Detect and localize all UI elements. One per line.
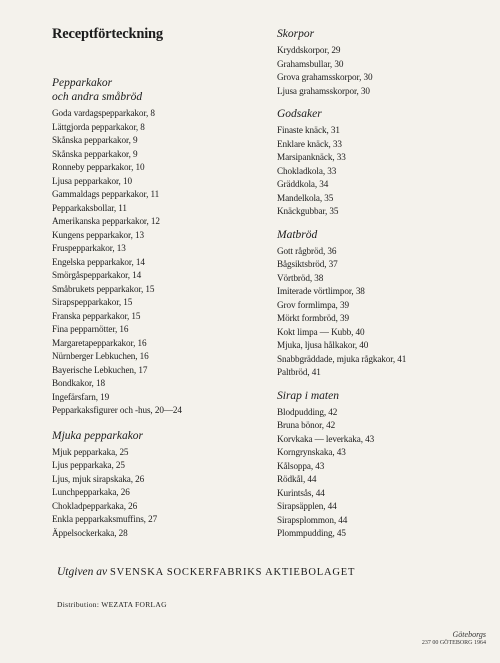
recipe-entry: Skånska pepparkakor, 9 — [52, 135, 138, 146]
printer-line: 237 00 GÖTEBORG 1964 — [421, 640, 486, 646]
recipe-entry: Ljus pepparkaka, 25 — [52, 460, 125, 471]
recipe-entry: Gräddkola, 34 — [277, 179, 329, 190]
recipe-entry: Chokladpepparkaka, 26 — [52, 500, 138, 511]
recipe-entry: Småbrukets pepparkakor, 15 — [52, 283, 155, 294]
recipe-entry: Knäckgubbar, 35 — [277, 206, 339, 217]
section-heading — [52, 429, 257, 443]
recipe-entry: Bruna bönor, 42 — [277, 420, 336, 431]
page-title: Receptförteckning — [52, 26, 163, 42]
recipe-entry: Mörkt formbröd, 39 — [277, 313, 349, 324]
recipe-entry: Chokladkola, 33 — [277, 165, 337, 176]
publisher-line — [57, 566, 355, 578]
recipe-entry: Enkla pepparkaksmuffins, 27 — [52, 514, 158, 525]
recipe-entry: Kokt limpa — Kubb, 40 — [277, 326, 365, 337]
section-heading — [52, 76, 257, 104]
recipe-entry: Gott rågbröd, 36 — [277, 245, 337, 256]
recipe-entry: Sirapspepparkakor, 15 — [52, 297, 133, 308]
section-heading-line: Pepparkakor — [52, 77, 113, 89]
section-heading-line: Skorpor — [277, 28, 315, 40]
recipe-entry: Pepparkaksfigurer och -hus, 20—24 — [52, 405, 182, 416]
section-heading — [277, 228, 487, 242]
recipe-entry: Fruspepparkakor, 13 — [52, 243, 126, 254]
section-heading-line: Sirap i maten — [277, 389, 339, 402]
recipe-entry: Vörtbröd, 38 — [277, 272, 324, 283]
left-column — [52, 76, 257, 540]
recipe-entry: Fina pepparnötter, 16 — [52, 324, 129, 335]
recipe-entry: Korvkaka — leverkaka, 43 — [277, 433, 375, 444]
section-heading-line: och andra småbröd — [52, 91, 143, 103]
recipe-entry: Margaretapepparkakor, 16 — [52, 337, 147, 348]
recipe-entry: Nürnberger Lebkuchen, 16 — [52, 351, 149, 362]
recipe-entry: Skånska pepparkakor, 9 — [52, 148, 138, 159]
recipe-entry: Bondkakor, 18 — [52, 378, 105, 389]
recipe-entry: Rödkål, 44 — [277, 474, 317, 485]
recipe-entry: Snabbgräddade, mjuka rågkakor, 41 — [277, 353, 407, 364]
recipe-entry: Bayerische Lebkuchen, 17 — [52, 364, 148, 375]
recipe-entry: Lunchpepparkaka, 26 — [52, 487, 130, 498]
recipe-entry: Finaste knäck, 31 — [277, 125, 340, 136]
recipe-entry: Ljusa pepparkakor, 10 — [52, 175, 132, 186]
publisher-name: SVENSKA SOCKERFABRIKS AKTIEBOLAGET — [110, 567, 356, 578]
recipe-entry: Blodpudding, 42 — [277, 406, 338, 417]
section-gap — [277, 380, 487, 389]
recipe-entry: Ljusa grahamsskorpor, 30 — [277, 85, 370, 96]
recipe-entry: Marsipanknäck, 33 — [277, 152, 346, 163]
recipe-entry: Kryddskorpor, 29 — [277, 45, 341, 55]
recipe-entry: Smörgåspepparkakor, 14 — [52, 270, 142, 281]
recipe-entry: Lättgjorda pepparkakor, 8 — [52, 121, 145, 132]
recipe-entry: Kungens pepparkakor, 13 — [52, 229, 144, 240]
section-heading-line: Matbröd — [277, 228, 318, 241]
section-gap — [277, 98, 487, 107]
section-heading — [277, 27, 487, 41]
recipe-entry: Sirapsäpplen, 44 — [277, 501, 337, 512]
recipe-entry: Bågsiktsbröd, 37 — [277, 259, 338, 270]
recipe-entry: Ronneby pepparkakor, 10 — [52, 162, 145, 173]
printer-mark — [422, 631, 486, 647]
recipe-entry: Goda vardagspepparkakor, 8 — [52, 108, 155, 118]
recipe-entry: Grova grahamsskorpor, 30 — [277, 72, 373, 83]
section-heading — [277, 107, 487, 121]
recipe-entry: Ljus, mjuk sirapskaka, 26 — [52, 473, 145, 484]
recipe-entry: Enklare knäck, 33 — [277, 138, 342, 149]
publisher-prefix: Utgiven av — [57, 566, 108, 578]
section-heading — [277, 389, 487, 403]
recipe-entry: Plommpudding, 45 — [277, 528, 346, 539]
recipe-entry: Gammaldags pepparkakor, 11 — [52, 189, 160, 200]
recipe-entry: Imiterade vörtlimpor, 38 — [277, 286, 365, 297]
section-heading-line: Godsaker — [277, 108, 322, 121]
recipe-entry: Mjuka, ljusa hålkakor, 40 — [277, 340, 369, 351]
recipe-entry: Korngrynskaka, 43 — [277, 447, 346, 458]
section-gap — [52, 418, 257, 429]
recipe-entry: Amerikanska pepparkakor, 12 — [52, 216, 160, 227]
recipe-entry: Mandelkola, 35 — [277, 192, 334, 203]
recipe-entry: Franska pepparkakor, 15 — [52, 310, 141, 321]
right-column — [277, 27, 487, 541]
printer-logo: Göteborgs — [452, 630, 486, 639]
recipe-entry: Engelska pepparkakor, 14 — [52, 256, 145, 267]
recipe-entry: Äppelsockerkaka, 28 — [52, 527, 128, 538]
recipe-entry: Grov formlimpa, 39 — [277, 299, 349, 310]
section-gap — [277, 219, 487, 228]
recipe-entry: Paltbröd, 41 — [277, 367, 321, 378]
recipe-entry: Pepparkaksbollar, 11 — [52, 202, 127, 213]
recipe-entry: Sirapsplommon, 44 — [277, 514, 348, 525]
recipe-entry: Kurintsås, 44 — [277, 487, 325, 498]
section-heading-line: Mjuka pepparkakor — [52, 429, 144, 442]
recipe-entry: Mjuk pepparkaka, 25 — [52, 446, 129, 457]
recipe-entry: Kålsoppa, 43 — [277, 460, 325, 471]
distribution-line: Distribution: WEZATA FORLAG — [57, 600, 167, 609]
recipe-entry: Grahamsbullar, 30 — [277, 58, 344, 69]
recipe-entry: Ingefärsfarn, 19 — [52, 391, 110, 402]
